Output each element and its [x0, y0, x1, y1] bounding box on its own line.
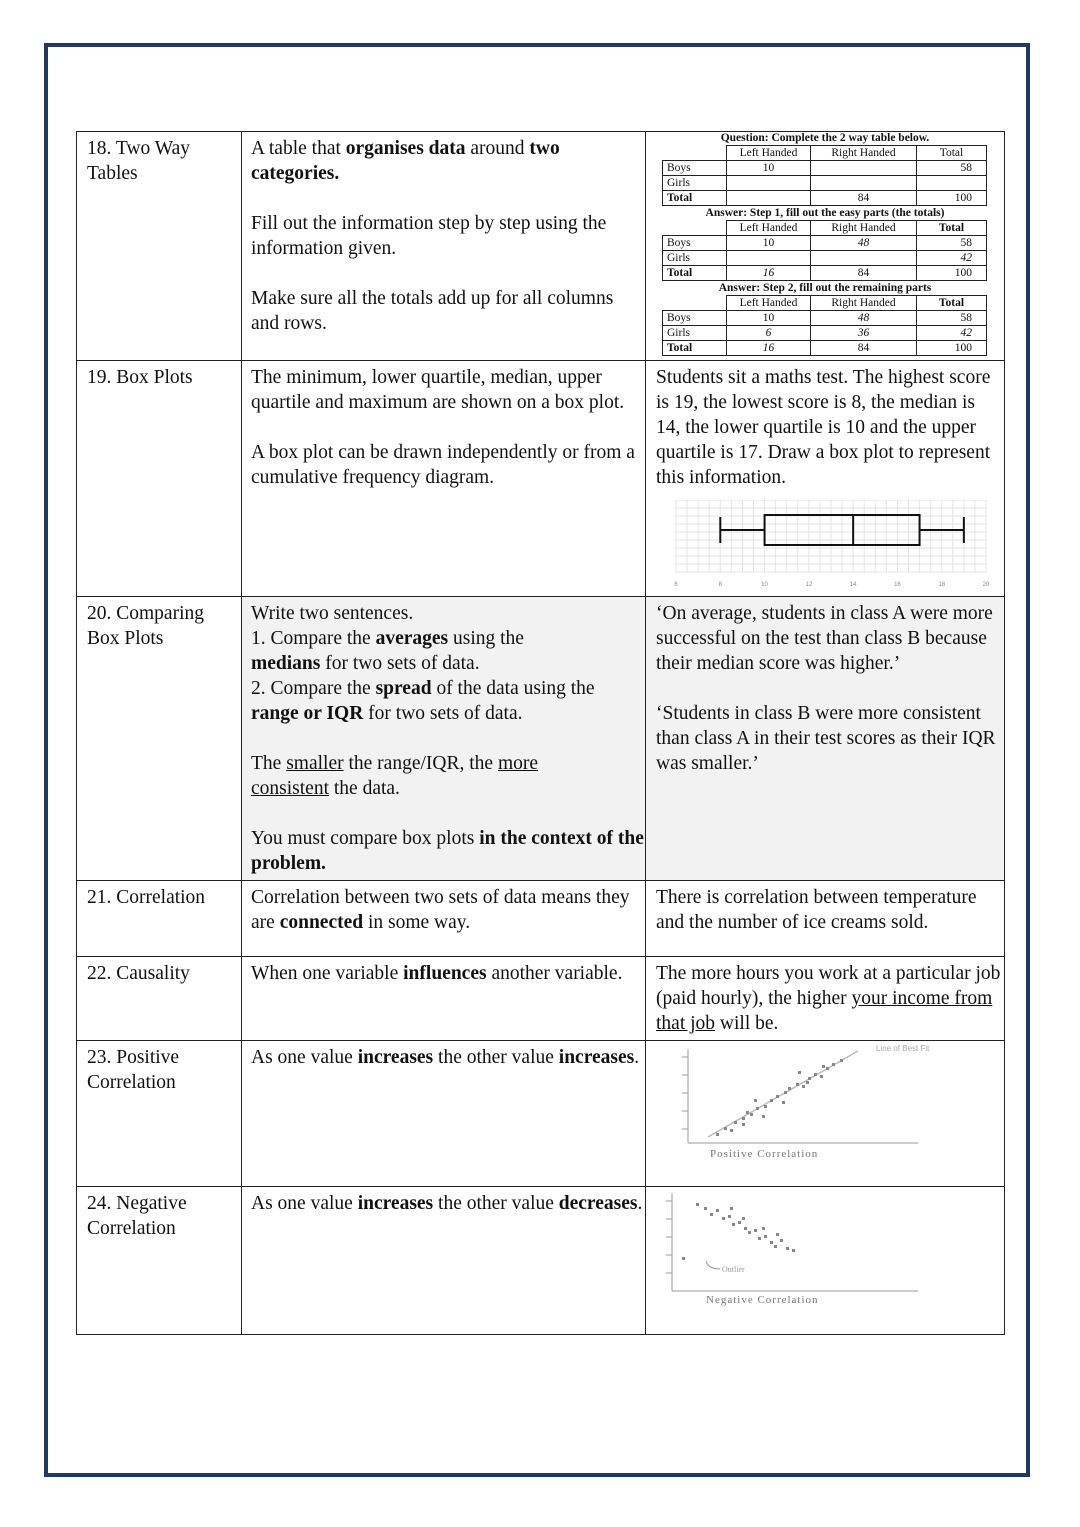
tick-label: 16 [894, 582, 901, 588]
scatter-point [704, 1207, 707, 1210]
scatter-point [732, 1223, 735, 1226]
description-line: A table that organises data around two categories. [251, 138, 560, 184]
scatter-point [754, 1099, 757, 1102]
scatter-point [738, 1221, 741, 1224]
scatter-point [750, 1113, 753, 1116]
box-plot-chart [670, 500, 990, 588]
scatter-point [776, 1095, 779, 1098]
scatter-point [822, 1065, 825, 1068]
example-cell [646, 361, 1005, 597]
example-cell: The more hours you work at a particular job (paid hourly), the higher your income from that job will be. [646, 957, 1005, 1041]
scatter-point [722, 1217, 725, 1220]
description-line: A box plot can be drawn independently or from a cumulative frequency diagram. [251, 442, 635, 488]
scatter-point [798, 1071, 801, 1074]
scatter-point [774, 1245, 777, 1248]
description-line: medians for two sets of data. [251, 653, 480, 674]
scatter-point [792, 1249, 795, 1252]
scatter-point [784, 1091, 787, 1094]
description-cell [242, 361, 646, 597]
scatter-point [710, 1213, 713, 1216]
tick-label: 8 [718, 582, 722, 588]
description-line: range or IQR for two sets of data. [251, 703, 523, 724]
scatter-point [764, 1105, 767, 1108]
scatter-point [696, 1203, 699, 1206]
scatter-point [742, 1117, 745, 1120]
scatter-point [770, 1241, 773, 1244]
scatter-point [776, 1233, 779, 1236]
scatter-point [802, 1085, 805, 1088]
question-caption: Question: Complete the 2 way table below. [720, 132, 930, 144]
scatter-point [788, 1087, 791, 1090]
two-way-table-step2: Left Handed Right Handed Total Boys 10 48 58 Girls 6 36 42 Total 16 84 100 [662, 295, 987, 356]
description-cell [242, 132, 646, 361]
step2-caption: Answer: Step 2, fill out the remaining parts [718, 282, 932, 294]
description-cell: When one variable influences another variable. [242, 957, 646, 1041]
description-line: 2. Compare the spread of the data using the [251, 678, 595, 699]
scatter-point [796, 1083, 799, 1086]
two-way-table-step1: Left Handed Right Handed Total Boys 10 48 58 Girls 42 Total 16 84 100 [662, 220, 987, 281]
scatter-point [782, 1101, 785, 1104]
best-fit-line [708, 1051, 858, 1137]
scatter-point [780, 1239, 783, 1242]
scatter-point [786, 1247, 789, 1250]
scatter-point [730, 1129, 733, 1132]
line-label: Line of Best Fit [876, 1044, 930, 1053]
description-cell [242, 597, 646, 881]
tick-label: 6 [674, 582, 678, 588]
table-row [77, 1187, 1005, 1335]
description-line: consistent the data. [251, 778, 400, 799]
table-row [77, 881, 1005, 957]
scatter-point [764, 1235, 767, 1238]
topic-cell: 19. Box Plots [77, 361, 242, 597]
scatter-point [746, 1111, 749, 1114]
scatter-point [734, 1121, 737, 1124]
scatter-point [724, 1127, 727, 1130]
scatter-point [762, 1115, 765, 1118]
description-cell: As one value increases the other value increases. [242, 1041, 646, 1187]
tick-label: 10 [761, 582, 768, 588]
description-line: Write two sentences. [251, 603, 414, 624]
scatter-point [744, 1227, 747, 1230]
example-cell [646, 1187, 1005, 1335]
table-row [77, 957, 1005, 1041]
description-cell: Correlation between two sets of data means they are connected in some way. [242, 881, 646, 957]
outlier-marker [706, 1261, 720, 1269]
example-cell: There is correlation between temperature and the number of ice creams sold. [646, 881, 1005, 957]
example-text: Students sit a maths test. The highest score is 19, the lowest score is 8, the median is 14, the lower quartile is 10 and the upper quartile is 17. Draw a box plot to represent this information. [656, 367, 991, 488]
example-text: ‘On average, students in class A were more successful on the test than class B because their median score was higher.’ [656, 603, 993, 674]
tick-label: 18 [938, 582, 946, 588]
table-row [77, 361, 1005, 597]
scatter-point [826, 1067, 829, 1070]
scatter-point [762, 1227, 765, 1230]
chart-caption: Negative Correlation [706, 1294, 819, 1306]
scatter-point [758, 1237, 761, 1240]
description-line: Fill out the information step by step using the information given. [251, 213, 607, 259]
example-cell [646, 597, 1005, 881]
negative-correlation-chart [646, 1187, 1015, 1333]
step1-caption: Answer: Step 1, fill out the easy parts (the totals) [705, 207, 945, 219]
scatter-point [820, 1075, 823, 1078]
scatter-point [806, 1081, 809, 1084]
scatter-point [748, 1231, 751, 1234]
outlier-label: Outlier [722, 1265, 745, 1274]
scatter-point [770, 1099, 773, 1102]
scatter-point [728, 1215, 731, 1218]
two-way-table-question: Left Handed Right Handed Total Boys 10 58 Girls Total 84 100 [662, 145, 987, 206]
table-row [77, 1041, 1005, 1187]
table-row [77, 597, 1005, 881]
example-text: ‘Students in class B were more consistent than class A in their test scores as their IQR was smaller.’ [656, 703, 996, 774]
scatter-point [716, 1209, 719, 1212]
knowledge-table [76, 131, 1005, 1335]
table-row [77, 132, 1005, 361]
description-cell: As one value increases the other value decreases. [242, 1187, 646, 1335]
topic-cell: 23. Positive Correlation [77, 1041, 242, 1187]
scatter-point [730, 1207, 733, 1210]
scatter-point [754, 1229, 757, 1232]
description-line: 1. Compare the averages using the [251, 628, 524, 649]
example-cell [646, 1041, 1005, 1187]
description-line: The minimum, lower quartile, median, upper quartile and maximum are shown on a box plot. [251, 367, 625, 413]
scatter-point [756, 1107, 759, 1110]
scatter-point [814, 1073, 817, 1076]
description-line: You must compare box plots in the context of the problem. [251, 828, 644, 874]
description-line: The smaller the range/IQR, the more [251, 753, 539, 774]
topic-cell: 20. Comparing Box Plots [77, 597, 242, 881]
scatter-point [832, 1063, 835, 1066]
scatter-point [840, 1059, 843, 1062]
chart-caption: Positive Correlation [710, 1148, 819, 1160]
scatter-point [742, 1123, 745, 1126]
scatter-point [808, 1077, 811, 1080]
example-cell [646, 132, 1005, 361]
topic-cell: 22. Causality [77, 957, 242, 1041]
topic-cell: 24. Negative Correlation [77, 1187, 242, 1335]
tick-label: 12 [805, 582, 813, 588]
scatter-point [682, 1257, 685, 1260]
tick-label: 20 [982, 582, 990, 588]
scatter-point [742, 1217, 745, 1220]
scatter-point [716, 1133, 719, 1136]
positive-correlation-chart [646, 1041, 1015, 1185]
description-line: Make sure all the totals add up for all columns and rows. [251, 288, 614, 334]
topic-cell: 18. Two Way Tables [77, 132, 242, 361]
tick-label: 14 [849, 582, 857, 588]
topic-cell: 21. Correlation [77, 881, 242, 957]
